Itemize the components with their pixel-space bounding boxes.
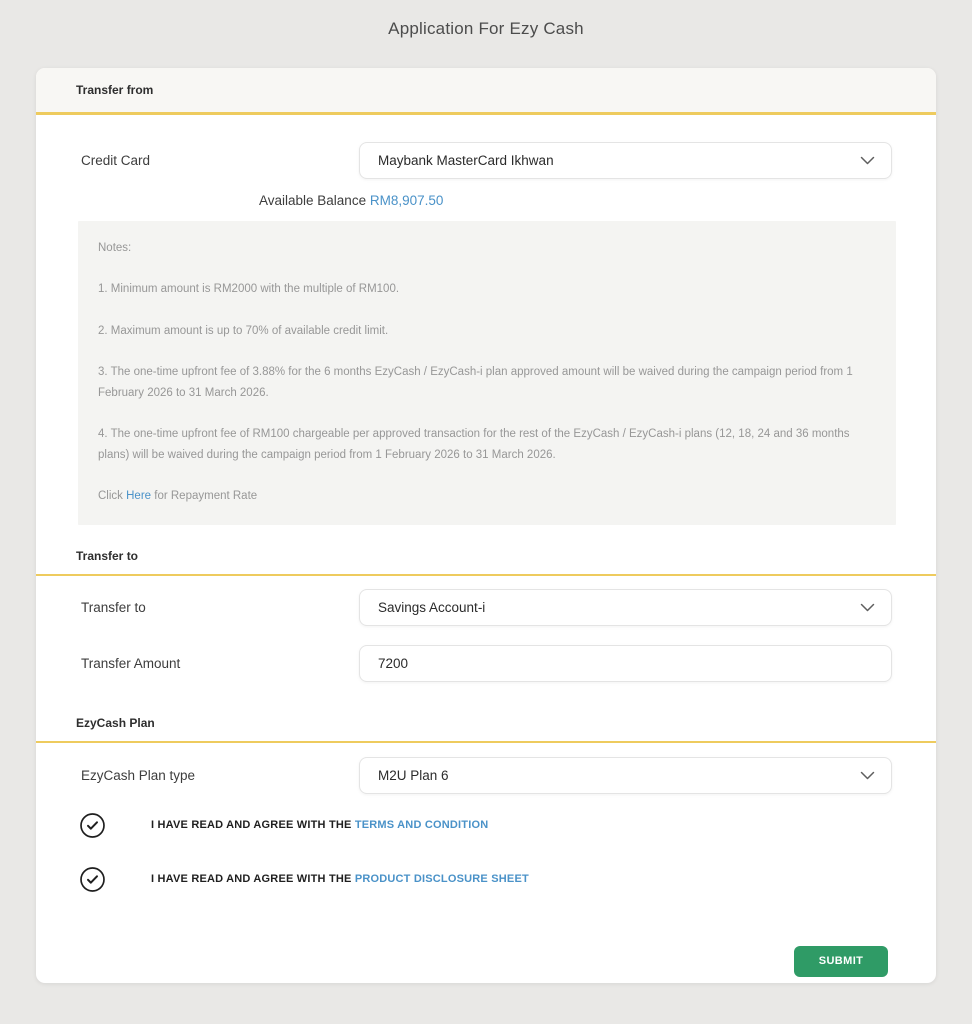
note-item: 4. The one-time upfront fee of RM100 chargeable per approved transaction for the rest of the EzyCash / EzyCash-i plans (12, 18, 24 and 36 months plans) will be waived during the campaign period from 1 February 2026 to 31 March 2026. <box>98 428 850 461</box>
terms-checkbox[interactable] <box>79 812 106 839</box>
plan-type-label: EzyCash Plan type <box>81 767 196 783</box>
check-circle-icon <box>79 866 106 893</box>
plan-type-row <box>36 757 936 794</box>
transfer-to-row <box>36 589 936 626</box>
transfer-amount-field <box>359 645 892 682</box>
transfer-to-value: Savings Account-i <box>378 599 486 615</box>
repayment-suffix: for Repayment Rate <box>151 490 258 503</box>
chevron-down-icon <box>860 603 875 612</box>
credit-card-row <box>36 142 936 179</box>
transfer-amount-input[interactable] <box>378 656 875 671</box>
transfer-amount-label: Transfer Amount <box>81 655 181 671</box>
credit-card-label: Credit Card <box>81 153 151 168</box>
repayment-prefix: Click <box>98 490 127 503</box>
credit-card-select[interactable] <box>359 142 892 179</box>
terms-link[interactable]: TERMS AND CONDITION <box>354 819 489 832</box>
note-item: 2. Maximum amount is up to 70% of available credit limit. <box>98 324 389 337</box>
page-title: Application For Ezy Cash <box>388 19 584 38</box>
terms-agreement-text <box>151 819 488 831</box>
transfer-amount-row <box>36 645 936 682</box>
plan-type-value: M2U Plan 6 <box>378 767 449 783</box>
section-header-transfer-to <box>36 537 936 576</box>
note-item: 1. Minimum amount is RM2000 with the multiple of RM100. <box>98 283 400 296</box>
repayment-rate-line <box>98 486 876 506</box>
available-balance <box>36 193 936 208</box>
pds-checkbox[interactable] <box>79 866 106 893</box>
chevron-down-icon <box>860 156 875 165</box>
transfer-to-label: Transfer to <box>81 599 146 615</box>
agreement-prefix: I HAVE READ AND AGREE WITH THE <box>151 873 355 886</box>
section-label: Transfer to <box>76 548 139 563</box>
section-header-transfer-from <box>36 68 936 115</box>
submit-row <box>36 946 936 977</box>
transfer-to-select[interactable] <box>359 589 892 626</box>
credit-card-value: Maybank MasterCard Ikhwan <box>378 153 554 168</box>
available-balance-label: Available Balance <box>259 193 370 208</box>
check-circle-icon <box>79 812 106 839</box>
pds-agreement-text <box>151 873 529 885</box>
terms-agreement-row <box>36 812 936 839</box>
section-label: EzyCash Plan <box>76 715 155 730</box>
agreement-prefix: I HAVE READ AND AGREE WITH THE <box>151 819 355 832</box>
repayment-rate-link[interactable]: Here <box>126 490 152 503</box>
submit-button[interactable]: SUBMIT <box>794 946 888 977</box>
available-balance-value: RM8,907.50 <box>369 193 444 208</box>
pds-agreement-row <box>36 866 936 893</box>
notes-heading: Notes: <box>98 242 132 254</box>
section-header-ezycash-plan <box>36 704 936 743</box>
note-item: 3. The one-time upfront fee of 3.88% for the 6 months EzyCash / EzyCash-i plan approved amount will be waived during the campaign period from 1 February 2026 to 31 March 2026. <box>98 366 853 399</box>
chevron-down-icon <box>860 771 875 780</box>
plan-type-select[interactable] <box>359 757 892 794</box>
section-label: Transfer from <box>76 83 154 97</box>
pds-link[interactable]: PRODUCT DISCLOSURE SHEET <box>354 873 529 886</box>
application-card <box>36 68 936 983</box>
notes-panel <box>78 221 896 525</box>
